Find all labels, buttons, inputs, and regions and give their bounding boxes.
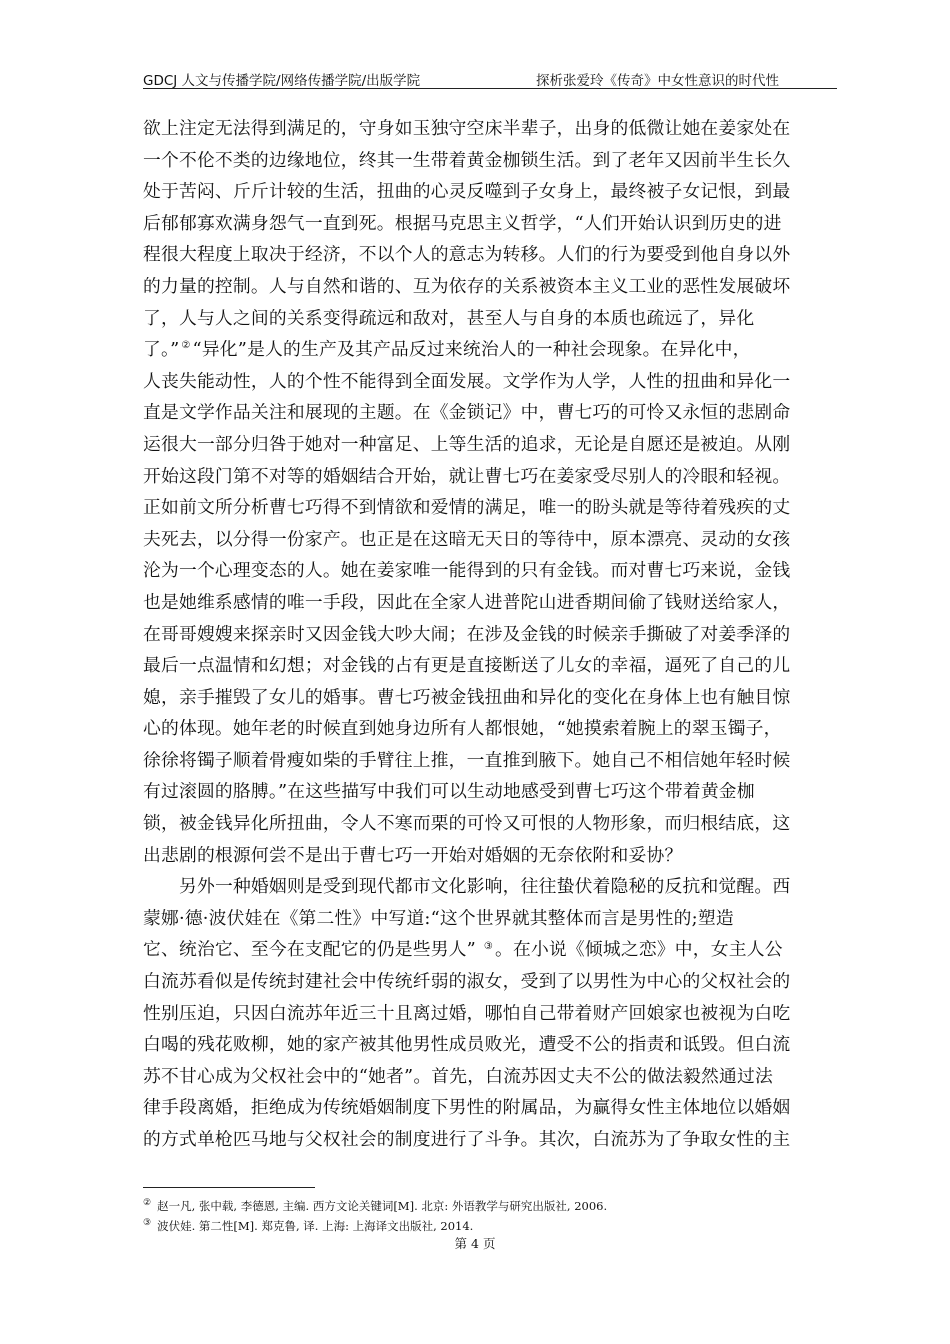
text-line: 的力量的控制。人与自然和谐的、互为依存的关系被资本主义工业的恶性发展破坏 <box>143 275 791 297</box>
text-line: 锁，被金钱异化所扭曲，令人不寒而栗的可怜又可恨的人物形象，而归根结底，这 <box>143 813 791 835</box>
text-line: 白喝的残花败柳，她的家产被其他男性成员败光，遭受不公的指责和诋毁。但白流 <box>143 1034 791 1056</box>
text-line: 沦为一个心理变态的人。她在姜家唯一能得到的只有金钱。而对曹七巧来说，金钱 <box>143 560 791 582</box>
text-line: 另外一种婚姻则是受到现代都市文化影响，往往蛰伏着隐秘的反抗和觉醒。西 <box>179 876 791 898</box>
text-segment: “异化”是人的生产及其产品反过来统治人的一种社会现象。在异化中， <box>192 339 751 361</box>
text-segment: 。在小说《倾城之恋》中，女主人公 <box>494 939 783 961</box>
text-segment: 它、统治它、至今在支配它的仍是些男人” <box>143 939 476 961</box>
text-line: 徐徐将镯子顺着骨瘦如柴的手臂往上推，一直推到腋下。她自己不相信她年轻时候 <box>143 749 791 771</box>
text-line: 的方式单枪匹马地与父权社会的制度进行了斗争。其次，白流苏为了争取女性的主 <box>143 1129 791 1150</box>
text-line: 在哥哥嫂嫂来探亲时又因金钱大吵大闹；在涉及金钱的时候亲手撕破了对姜季泽的 <box>143 623 791 645</box>
text-line: 白流苏看似是传统封建社会中传统纤弱的淑女，受到了以男性为中心的父权社会的 <box>143 971 791 993</box>
text-segment: 了。” <box>143 339 180 361</box>
footnote-item <box>143 1216 837 1236</box>
text-line: 蒙娜·德·波伏娃在《第二性》中写道:“这个世界就其整体而言是男性的;塑造 <box>143 907 734 929</box>
page-number: 第 4 页 <box>454 1236 496 1251</box>
footnotes <box>143 1196 837 1236</box>
footnote-item <box>143 1196 837 1216</box>
text-line: 出悲剧的根源何尝不是出于曹七巧一开始对婚姻的无奈依附和妥协？ <box>143 844 683 866</box>
text-line: 程很大程度上取决于经济，不以个人的意志为转移。人们的行为要受到他自身以外 <box>143 244 791 266</box>
text-line: 苏不甘心成为父权社会中的“她者”。首先，白流苏因丈夫不公的做法毅然通过法 <box>143 1065 773 1087</box>
text-line: 夫死去，以分得一份家产。也正是在这暗无天日的等待中，原本漂亮、灵动的女孩 <box>143 528 791 550</box>
text-line: 媳，亲手摧毁了女儿的婚事。曹七巧被金钱扭曲和异化的变化在身体上也有触目惊 <box>143 686 791 708</box>
footnote-text: 赵一凡, 张中载, 李德恩, 主编. 西方文论关键词[M]. 北京: 外语教学与研究出版社, 2006. <box>157 1199 608 1213</box>
text-line: 律手段离婚，拒绝成为传统婚姻制度下男性的附属品，为赢得女性主体地位以婚姻 <box>143 1097 791 1119</box>
text-line: 人丧失能动性，人的个性不能得到全面发展。文学作为人学，人性的扭曲和异化一 <box>143 370 791 392</box>
text-line: 了，人与人之间的关系变得疏远和敌对，甚至人与自身的本质也疏远了，异化 <box>143 307 755 329</box>
text-line: 后郁郁寡欢满身怨气一直到死。根据马克思主义哲学，“人们开始认识到历史的进 <box>143 212 782 234</box>
text-line: 最后一点温情和幻想；对金钱的占有更是直接断送了儿女的幸福，逼死了自己的儿 <box>143 655 791 677</box>
text-line: 一个不伦不类的边缘地位，终其一生带着黄金枷锁生活。到了老年又因前半生长久 <box>143 149 791 171</box>
footnote-ref-2: ② <box>181 340 191 352</box>
text-line: 有过滚圆的胳膊。”在这些描写中我们可以生动地感受到曹七巧这个带着黄金枷 <box>143 781 755 803</box>
text-line: 欲上注定无法得到满足的，守身如玉独守空床半辈子，出身的低微让她在姜家处在 <box>143 118 791 139</box>
text-line <box>143 334 837 366</box>
header-institution: GDCJ 人文与传播学院/网络传播学院/出版学院 <box>143 73 421 89</box>
text-line: 直是文学作品关注和展现的主题。在《金锁记》中，曹七巧的可怜又永恒的悲剧命 <box>143 402 791 424</box>
footnote-mark: ③ <box>143 1218 152 1229</box>
text-line <box>143 934 837 966</box>
page-header <box>143 66 837 89</box>
footnote-separator <box>143 1187 315 1188</box>
text-line: 也是她维系感情的唯一手段，因此在全家人进普陀山进香期间偷了钱财送给家人， <box>143 591 791 613</box>
text-line: 心的体现。她年老的时候直到她身边所有人都恨她，“她摸索着腕上的翠玉镯子， <box>143 718 782 740</box>
footnote-ref-3: ③ <box>483 940 493 952</box>
text-line: 处于苦闷、斤斤计较的生活，扭曲的心灵反噬到子女身上，最终被子女记恨，到最 <box>143 181 791 203</box>
text-line: 正如前文所分析曹七巧得不到情欲和爱情的满足，唯一的盼头就是等待着残疾的丈 <box>143 497 791 519</box>
header-thesis-title: 探析张爱玲《传奇》中女性意识的时代性 <box>536 73 779 89</box>
text-line: 性别压迫，只因白流苏年近三十且离过婚，哪怕自己带着财产回娘家也被视为白吃 <box>143 1002 791 1024</box>
text-line: 开始这段门第不对等的婚姻结合开始，就让曹七巧在姜家受尽别人的冷眼和轻视。 <box>143 465 791 487</box>
footnote-mark: ② <box>143 1198 152 1209</box>
footnote-text: 波伏娃. 第二性[M]. 郑克鲁, 译. 上海: 上海译文出版社, 2014. <box>157 1219 474 1233</box>
body-text <box>143 113 837 1156</box>
text-line: 运很大一部分归咎于她对一种富足、上等生活的追求，无论是自愿还是被迫。从刚 <box>143 433 791 455</box>
